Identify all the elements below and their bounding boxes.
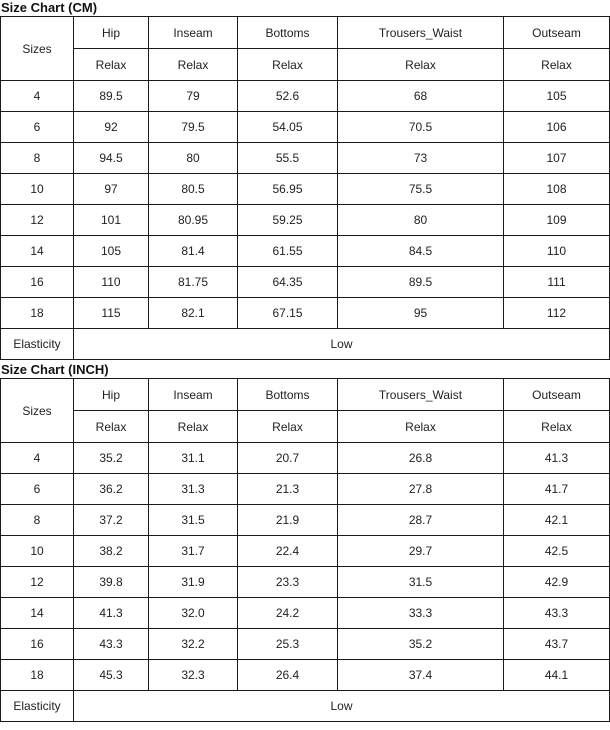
elasticity-row (1, 329, 610, 360)
table-row (1, 205, 610, 236)
measurement-cell: 21.9 (238, 505, 338, 536)
fit-subheader: Relax (74, 49, 149, 81)
cm-size-table (0, 16, 610, 360)
column-header: Bottoms (238, 379, 338, 411)
measurement-cell: 33.3 (338, 598, 504, 629)
inch-chart-title: Size Chart (INCH) (1, 362, 109, 377)
measurement-cell: 27.8 (338, 474, 504, 505)
measurement-cell: 31.7 (149, 536, 238, 567)
measurement-cell: 22.4 (238, 536, 338, 567)
column-header: Hip (74, 379, 149, 411)
cm-chart-title: Size Chart (CM) (1, 0, 98, 15)
fit-subheader: Relax (338, 49, 504, 81)
elasticity-value: Low (74, 329, 610, 360)
measurement-cell: 32.3 (149, 660, 238, 691)
size-cell: 4 (1, 81, 74, 112)
size-cell: 10 (1, 174, 74, 205)
column-header: Outseam (504, 379, 610, 411)
measurement-cell: 42.5 (504, 536, 610, 567)
size-cell: 14 (1, 236, 74, 267)
measurement-cell: 115 (74, 298, 149, 329)
column-header: Hip (74, 17, 149, 49)
measurement-cell: 43.3 (504, 598, 610, 629)
measurement-cell: 54.05 (238, 112, 338, 143)
measurement-cell: 41.3 (504, 443, 610, 474)
inch-size-table (0, 378, 610, 722)
measurement-cell: 92 (74, 112, 149, 143)
measurement-cell: 35.2 (74, 443, 149, 474)
column-header: Bottoms (238, 17, 338, 49)
table-row (1, 505, 610, 536)
measurement-cell: 25.3 (238, 629, 338, 660)
measurement-cell: 80 (338, 205, 504, 236)
measurement-cell: 39.8 (74, 567, 149, 598)
measurement-cell: 43.3 (74, 629, 149, 660)
measurement-cell: 31.1 (149, 443, 238, 474)
measurement-cell: 42.9 (504, 567, 610, 598)
fit-subheader: Relax (504, 411, 610, 443)
fit-subheader: Relax (338, 411, 504, 443)
measurement-cell: 89.5 (338, 267, 504, 298)
measurement-cell: 41.3 (74, 598, 149, 629)
inch-table-body (1, 379, 610, 722)
measurement-cell: 37.4 (338, 660, 504, 691)
measurement-cell: 31.3 (149, 474, 238, 505)
measurement-cell: 110 (74, 267, 149, 298)
measurement-cell: 94.5 (74, 143, 149, 174)
measurement-cell: 64.35 (238, 267, 338, 298)
measurement-cell: 89.5 (74, 81, 149, 112)
measurement-cell: 23.3 (238, 567, 338, 598)
size-cell: 16 (1, 629, 74, 660)
subheader-row (1, 49, 610, 81)
measurement-cell: 80 (149, 143, 238, 174)
measurement-cell: 106 (504, 112, 610, 143)
subheader-row (1, 411, 610, 443)
table-row (1, 267, 610, 298)
sizes-header: Sizes (1, 379, 74, 443)
measurement-cell: 79.5 (149, 112, 238, 143)
elasticity-row (1, 691, 610, 722)
measurement-cell: 28.7 (338, 505, 504, 536)
measurement-cell: 61.55 (238, 236, 338, 267)
table-row (1, 174, 610, 205)
table-row (1, 298, 610, 329)
measurement-cell: 112 (504, 298, 610, 329)
measurement-cell: 43.7 (504, 629, 610, 660)
size-cell: 12 (1, 205, 74, 236)
measurement-cell: 26.4 (238, 660, 338, 691)
measurement-cell: 81.4 (149, 236, 238, 267)
cm-table-body (1, 17, 610, 360)
measurement-cell: 35.2 (338, 629, 504, 660)
measurement-cell: 105 (74, 236, 149, 267)
measurement-cell: 56.95 (238, 174, 338, 205)
measurement-cell: 21.3 (238, 474, 338, 505)
header-row (1, 379, 610, 411)
measurement-cell: 80.95 (149, 205, 238, 236)
measurement-cell: 107 (504, 143, 610, 174)
measurement-cell: 55.5 (238, 143, 338, 174)
measurement-cell: 52.6 (238, 81, 338, 112)
table-row (1, 629, 610, 660)
measurement-cell: 37.2 (74, 505, 149, 536)
measurement-cell: 20.7 (238, 443, 338, 474)
measurement-cell: 97 (74, 174, 149, 205)
fit-subheader: Relax (149, 49, 238, 81)
column-header: Trousers_Waist (338, 379, 504, 411)
measurement-cell: 95 (338, 298, 504, 329)
measurement-cell: 31.9 (149, 567, 238, 598)
size-cell: 12 (1, 567, 74, 598)
measurement-cell: 41.7 (504, 474, 610, 505)
fit-subheader: Relax (238, 49, 338, 81)
measurement-cell: 109 (504, 205, 610, 236)
size-cell: 18 (1, 660, 74, 691)
size-cell: 4 (1, 443, 74, 474)
fit-subheader: Relax (149, 411, 238, 443)
fit-subheader: Relax (238, 411, 338, 443)
table-row (1, 474, 610, 505)
table-row (1, 598, 610, 629)
table-row (1, 567, 610, 598)
measurement-cell: 108 (504, 174, 610, 205)
measurement-cell: 26.8 (338, 443, 504, 474)
measurement-cell: 81.75 (149, 267, 238, 298)
table-row (1, 660, 610, 691)
measurement-cell: 68 (338, 81, 504, 112)
column-header: Outseam (504, 17, 610, 49)
measurement-cell: 110 (504, 236, 610, 267)
measurement-cell: 45.3 (74, 660, 149, 691)
size-cell: 8 (1, 143, 74, 174)
elasticity-label: Elasticity (1, 329, 74, 360)
size-cell: 18 (1, 298, 74, 329)
table-row (1, 143, 610, 174)
fit-subheader: Relax (74, 411, 149, 443)
table-row (1, 536, 610, 567)
measurement-cell: 111 (504, 267, 610, 298)
size-cell: 6 (1, 112, 74, 143)
sizes-header: Sizes (1, 17, 74, 81)
measurement-cell: 105 (504, 81, 610, 112)
fit-subheader: Relax (504, 49, 610, 81)
measurement-cell: 36.2 (74, 474, 149, 505)
measurement-cell: 59.25 (238, 205, 338, 236)
measurement-cell: 42.1 (504, 505, 610, 536)
column-header: Inseam (149, 379, 238, 411)
measurement-cell: 38.2 (74, 536, 149, 567)
measurement-cell: 75.5 (338, 174, 504, 205)
measurement-cell: 79 (149, 81, 238, 112)
measurement-cell: 101 (74, 205, 149, 236)
size-cell: 14 (1, 598, 74, 629)
measurement-cell: 31.5 (149, 505, 238, 536)
table-row (1, 81, 610, 112)
measurement-cell: 84.5 (338, 236, 504, 267)
measurement-cell: 70.5 (338, 112, 504, 143)
measurement-cell: 80.5 (149, 174, 238, 205)
column-header: Inseam (149, 17, 238, 49)
measurement-cell: 73 (338, 143, 504, 174)
measurement-cell: 29.7 (338, 536, 504, 567)
header-row (1, 17, 610, 49)
size-cell: 6 (1, 474, 74, 505)
size-cell: 16 (1, 267, 74, 298)
size-cell: 8 (1, 505, 74, 536)
table-row (1, 443, 610, 474)
measurement-cell: 44.1 (504, 660, 610, 691)
measurement-cell: 24.2 (238, 598, 338, 629)
elasticity-label: Elasticity (1, 691, 74, 722)
measurement-cell: 82.1 (149, 298, 238, 329)
size-cell: 10 (1, 536, 74, 567)
measurement-cell: 31.5 (338, 567, 504, 598)
table-row (1, 112, 610, 143)
elasticity-value: Low (74, 691, 610, 722)
measurement-cell: 67.15 (238, 298, 338, 329)
measurement-cell: 32.0 (149, 598, 238, 629)
column-header: Trousers_Waist (338, 17, 504, 49)
measurement-cell: 32.2 (149, 629, 238, 660)
table-row (1, 236, 610, 267)
